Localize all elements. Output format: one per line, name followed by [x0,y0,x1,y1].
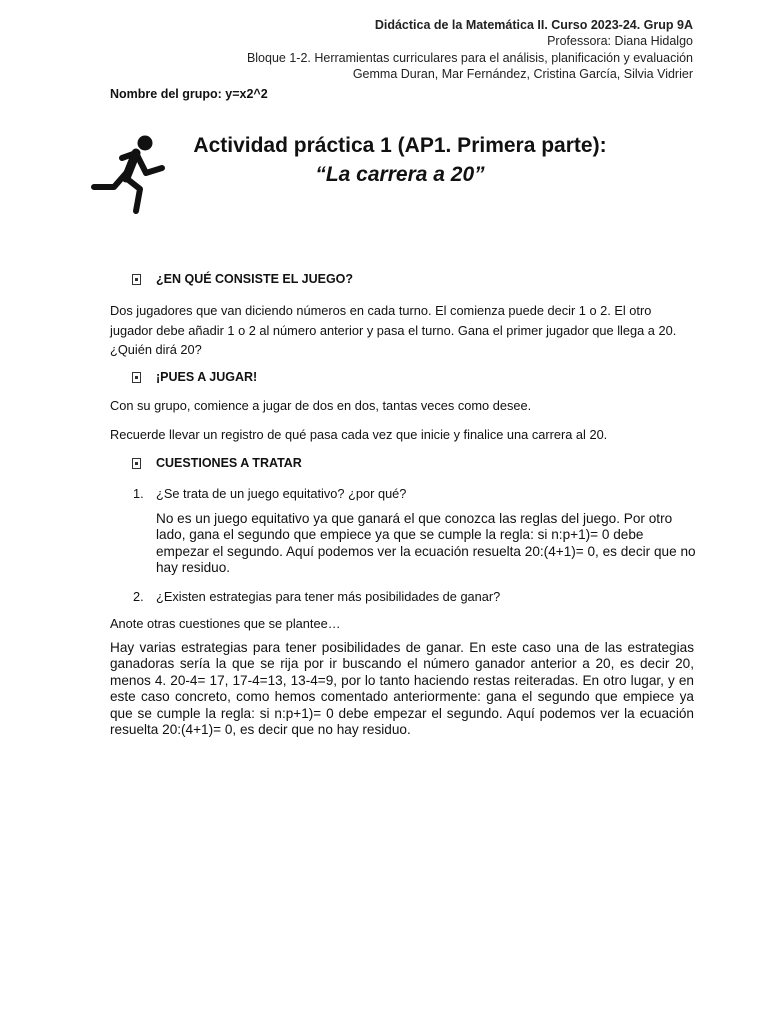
page-title [170,131,630,189]
course-line: Didáctica de la Matemática II. Curso 2023-24. Grup 9A [374,18,693,32]
box-bullet-icon [132,458,141,469]
section-heading-juego [132,272,353,286]
professor-line: Professora: Diana Hidalgo [547,34,693,49]
group-name: Nombre del grupo: y=x2^2 [110,87,268,101]
question-number: 1. [133,486,144,501]
question-text: ¿Se trata de un juego equitativo? ¿por qué? [156,486,407,501]
section-heading-cuestiones [132,456,302,470]
section-heading-jugar [132,370,257,384]
question-item [133,589,500,604]
section-heading-text: ¡PUES A JUGAR! [156,370,258,384]
question-item [133,486,406,501]
answer-text: No es un juego equitativo ya que ganará el que conozca las reglas del juego. Por otro lado, gana el segundo que empiece ya que se cumple la regla: si n:p+1)= 0 debe empezar el segundo. Aquí podemos ver la ecuación resuelta 20:(4+1)= 0, es decir que no hay residuo. [156,511,696,575]
authors-line: Gemma Duran, Mar Fernández, Cristina García, Silvia Vidrier [352,66,693,81]
record-text: Recuerde llevar un registro de qué pasa cada vez que inicie y finalice una carrera al 20. [110,427,608,442]
section-heading-text: CUESTIONES A TRATAR [156,456,302,470]
question-text: ¿Existen estrategias para tener más posibilidades de ganar? [156,589,501,604]
box-bullet-icon [132,372,141,383]
note-text: Anote otras cuestiones que se plantee… [110,616,341,631]
running-person-icon [88,133,168,217]
instruction-text: Con su grupo, comience a jugar de dos en dos, tantas veces como desee. [110,398,532,413]
question-number: 2. [133,589,144,604]
block-line: Bloque 1-2. Herramientas curriculares para el análisis, planificación y evaluación [246,50,693,65]
document-header [247,17,693,82]
section-text-juego: Dos jugadores que van diciendo números en cada turno. El comienza puede decir 1 o 2. El otro jugador debe añadir 1 o 2 al número anterior y pasa el turno. Gana el primer jugador que llega a 20. ¿Quién dirá 20? [110,303,677,357]
box-bullet-icon [132,274,141,285]
answer-text-strategies: Hay varias estrategias para tener posibilidades de ganar. En este caso una de las estrategias ganadoras sería la que se rija por ir buscando el número ganador anterior a 20, es decir 20, menos 4. 20-4= 17, 17-4=13, 13-4=9, por lo tanto haciendo restas reiteradas. En otro lugar, y en este caso concreto, como hemos comentado anteriormente: gana el segundo que empiece ya que se cumple la regla: si n:p+1)= 0 debe empezar el segundo. Aquí podemos ver la ecuación resuelta 20:(4+1)= 0, es decir que no hay residuo. [110,640,694,738]
title-sub: “La carrera a 20” [315,163,485,186]
title-main: Actividad práctica 1 (AP1. Primera parte): [193,134,607,157]
section-heading-text: ¿EN QUÉ CONSISTE EL JUEGO? [156,272,354,286]
